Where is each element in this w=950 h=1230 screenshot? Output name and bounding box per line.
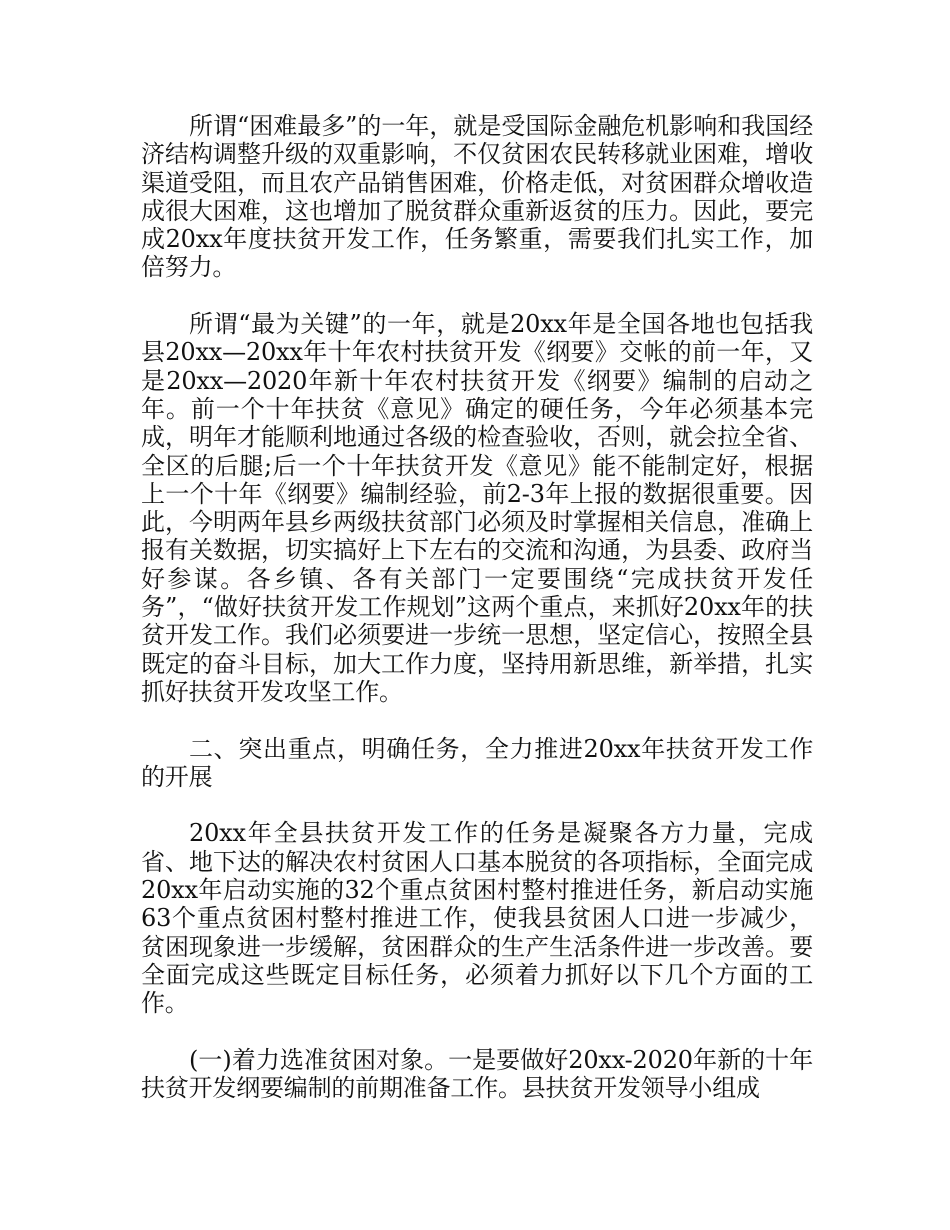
document-body xyxy=(141,112,813,1102)
paragraph-tasks: 20xx年全县扶贫开发工作的任务是凝聚各方力量，完成省、地下达的解决农村贫困人口基本脱贫的各项指标，全面完成20xx年启动实施的32个重点贫困村整村推进任务，新启动实施63个重点贫困村整村推进工作，使我县贫困人口进一步减少，贫困现象进一步缓解，贫困群众的生产生活条件进一步改善。要全面完成这些既定目标任务，必须着力抓好以下几个方面的工作。 xyxy=(141,819,813,1018)
paragraph-target-selection: (一)着力选准贫困对象。一是要做好20xx-2020年新的十年扶贫开发纲要编制的前期准备工作。县扶贫开发领导小组成 xyxy=(141,1045,813,1103)
section-heading-two: 二、突出重点，明确任务，全力推进20xx年扶贫开发工作的开展 xyxy=(141,734,813,791)
paragraph-key-year: 所谓“最为关键”的一年，就是20xx年是全国各地也包括我县20xx—20xx年十年农村扶贫开发《纲要》交帐的前一年，又是20xx—2020年新十年农村扶贫开发《纲要》编制的启动之年。前一个十年扶贫《意见》确定的硬任务，今年必须基本完成，明年才能顺利地通过各级的检查验收，否则，就会拉全省、全区的后腿;后一个十年扶贫开发《意见》能不能制定好，根据上一个十年《纲要》编制经验，前2-3年上报的数据很重要。因此，今明两年县乡两级扶贫部门必须及时掌握相关信息，准确上报有关数据，切实搞好上下左右的交流和沟通，为县委、政府当好参谋。各乡镇、各有关部门一定要围绕“完成扶贫开发任务”，“做好扶贫开发工作规划”这两个重点，来抓好20xx年的扶贫开发工作。我们必须要进一步统一思想，坚定信心，按照全县既定的奋斗目标，加大工作力度，坚持用新思维，新举措，扎实抓好扶贫开发攻坚工作。 xyxy=(141,310,813,706)
paragraph-difficulty: 所谓“困难最多”的一年，就是受国际金融危机影响和我国经济结构调整升级的双重影响，不仅贫困农民转移就业困难，增收渠道受阻，而且农产品销售困难，价格走低，对贫困群众增收造成很大困难，这也增加了脱贫群众重新返贫的压力。因此，要完成20xx年度扶贫开发工作，任务繁重，需要我们扎实工作，加倍努力。 xyxy=(141,112,813,282)
